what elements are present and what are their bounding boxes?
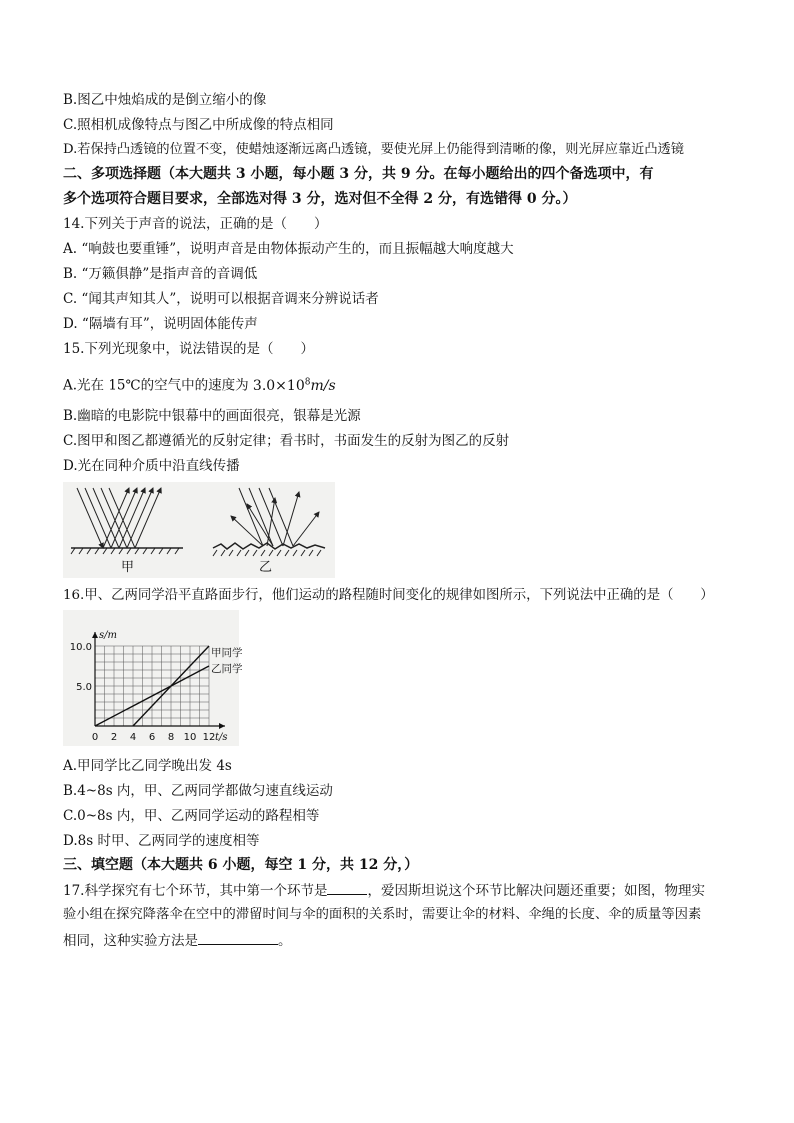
q14-option-b: B. “万籁俱静”是指声音的音调低 (63, 266, 258, 282)
diffuse-hatch (213, 550, 321, 556)
x-tick-label: 0 (91, 732, 99, 743)
st-chart (63, 610, 243, 746)
q15-option-a-prefix: A.光在 15℃的空气中的速度为 (63, 377, 249, 394)
x-tick-label: 2 (110, 732, 118, 743)
q17-line2: 验小组在探究降落伞在空中的滞留时间与伞的面积的关系时，需要让伞的材料、伞绳的长度、伞的质量等因素 (63, 907, 702, 922)
q16-option-b: B.4~8s 内，甲、乙两同学都做匀速直线运动 (63, 783, 333, 799)
y-tick-label: 10.0 (69, 642, 92, 653)
q13-option-d: D.若保持凸透镜的位置不变，使蜡烛逐渐远离凸透镜，要使光屏上仍能得到清晰的像，则光屏应靠近凸透镜 (63, 142, 684, 157)
specular-hatch (71, 548, 179, 554)
fig-label-yi: 乙 (259, 560, 273, 575)
x-axis-arrow (219, 723, 225, 729)
q15-option-c: C.图甲和图乙都遵循光的反射定律；看书时，书面发生的反射为图乙的反射 (63, 433, 510, 449)
q17-blank-2[interactable] (198, 930, 278, 945)
x-tick-label: 6 (148, 732, 156, 743)
q16-option-d: D.8s 时甲、乙两同学的速度相等 (63, 833, 260, 849)
x-tick-label: 10 (183, 732, 197, 743)
q17-line3-text-b: 。 (278, 933, 292, 949)
x-tick-label: 8 (167, 732, 175, 743)
q17-line3-text-a: 相同，这种实验方法是 (63, 933, 198, 949)
q15-stem: 15.下列光现象中，说法错误的是（ ） (63, 341, 314, 357)
q16-stem: 16.甲、乙两同学沿平直路面步行，他们运动的路程随时间变化的规律如图所示，下列说法中正确的是（ ） (63, 588, 714, 603)
reflection-diagram (63, 482, 335, 578)
q15-speed-value (253, 378, 336, 394)
q15-option-d: D.光在同种介质中沿直线传播 (63, 458, 240, 474)
fig-label-jia: 甲 (121, 560, 135, 575)
q15-speed-mantissa: 3.0×10 (252, 377, 305, 394)
y-axis-label: s/m (99, 630, 117, 641)
y-axis-arrow (92, 632, 98, 638)
q16-option-a: A.甲同学比乙同学晚出发 4s (63, 758, 232, 774)
q15-option-b: B.幽暗的电影院中银幕中的画面很亮，银幕是光源 (63, 408, 361, 424)
section2-heading-line1: 二、多项选择题（本大题共 3 小题，每小题 3 分，共 9 分。在每小题给出的四个备选项中，有 (63, 166, 654, 182)
x-tick-label: 4 (129, 732, 137, 743)
st-chart-figure (63, 610, 243, 746)
q14-option-d: D. “隔墙有耳”，说明固体能传声 (63, 316, 258, 332)
series-label: 甲同学 (211, 647, 243, 659)
q13-option-b: B.图乙中烛焰成的是倒立缩小的像 (63, 92, 267, 108)
q15-speed-exponent: 8 (304, 377, 311, 387)
q17-line1 (63, 880, 705, 901)
q17-line1-text-b: ，爱因斯坦说这个环节比解决问题还重要；如图，物理实 (367, 883, 705, 899)
specular-rays (77, 488, 161, 548)
q14-option-c: C. “闻其声知其人”，说明可以根据音调来分辨说话者 (63, 291, 379, 307)
diffuse-rays (231, 488, 319, 546)
series-label: 乙同学 (211, 663, 243, 675)
q15-option-a (63, 372, 336, 396)
reflection-figure (63, 482, 335, 578)
diffuse-surface (213, 543, 325, 549)
q17-line3 (63, 930, 292, 951)
q13-option-c: C.照相机成像特点与图乙中所成像的特点相同 (63, 117, 334, 133)
section3-heading: 三、填空题（本大题共 6 小题，每空 1 分，共 12 分，） (63, 857, 419, 873)
q16-option-c: C.0~8s 内，甲、乙两同学运动的路程相等 (63, 808, 320, 824)
q14-stem: 14.下列关于声音的说法，正确的是（ ） (63, 216, 328, 232)
section2-heading-line2: 多个选项符合题目要求，全部选对得 3 分，选对但不全得 2 分，有选错得 0 分。） (63, 191, 577, 207)
q15-speed-unit: m/s (310, 377, 336, 394)
x-tick-label: 12 (202, 732, 216, 743)
x-axis-label: t/s (215, 732, 228, 743)
y-tick-label: 5.0 (76, 682, 92, 693)
q14-option-a: A. “响鼓也要重锤”，说明声音是由物体振动产生的，而且振幅越大响度越大 (63, 241, 514, 257)
q17-blank-1[interactable] (327, 880, 367, 895)
q17-line1-text-a: 17.科学探究有七个环节，其中第一个环节是 (63, 883, 328, 899)
